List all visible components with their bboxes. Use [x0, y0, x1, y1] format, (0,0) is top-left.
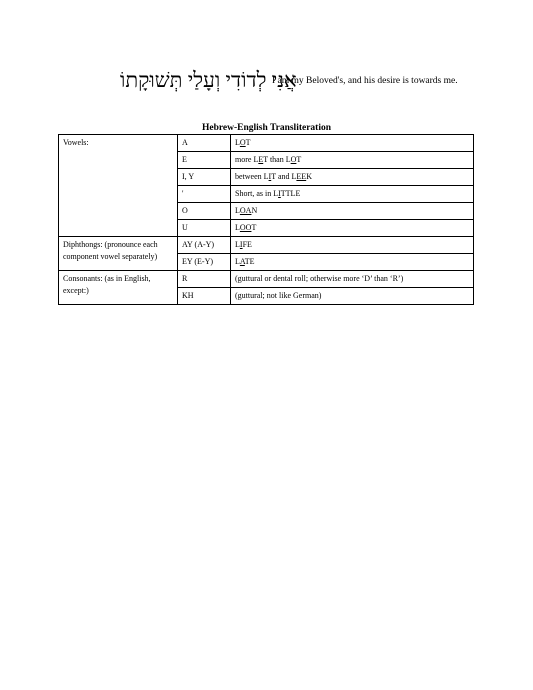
description-text: more L	[235, 155, 259, 164]
category-cell: Consonants: (as in English, except:)	[59, 271, 178, 305]
english-translation: I am my Beloved's, and his desire is towards me.	[272, 76, 458, 86]
table-title: Hebrew-English Transliteration	[201, 123, 332, 133]
description-text: FE	[242, 240, 252, 249]
underlined-sound: OA	[239, 206, 252, 215]
symbol-cell: U	[178, 220, 231, 237]
underlined-sound: I	[268, 172, 272, 181]
symbol-cell: R	[178, 271, 231, 288]
description-text: TE	[244, 257, 255, 266]
description-cell	[231, 169, 474, 186]
description-text: T	[245, 138, 251, 147]
underlined-sound: O	[290, 155, 297, 164]
symbol-cell: '	[178, 186, 231, 203]
description-cell	[231, 288, 474, 305]
table-body	[59, 135, 474, 305]
symbol-cell: KH	[178, 288, 231, 305]
symbol-cell: AY (A-Y)	[178, 237, 231, 254]
underlined-sound: O	[239, 138, 246, 147]
description-text: L	[235, 223, 240, 232]
description-text: T than L	[263, 155, 291, 164]
underlined-sound: EE	[296, 172, 307, 181]
description-text: (guttural; not like German)	[235, 291, 322, 300]
description-text: T	[296, 155, 302, 164]
description-text: T and L	[271, 172, 297, 181]
description-cell	[231, 220, 474, 237]
category-cell: Vowels:	[59, 135, 178, 237]
table-row	[59, 135, 474, 152]
symbol-cell: A	[178, 135, 231, 152]
description-text: (guttural or dental roll; otherwise more ‘D’ than ‘R’)	[235, 274, 404, 283]
description-cell	[231, 203, 474, 220]
description-cell	[231, 271, 474, 288]
symbol-cell: E	[178, 152, 231, 169]
description-text: N	[251, 206, 258, 215]
symbol-cell: EY (E-Y)	[178, 254, 231, 271]
underlined-sound: I	[239, 240, 243, 249]
description-cell	[231, 152, 474, 169]
description-text: Short, as in L	[235, 189, 279, 198]
table-row	[59, 237, 474, 254]
description-text: T	[251, 223, 257, 232]
description-text: K	[306, 172, 312, 181]
underlined-sound: OO	[239, 223, 252, 232]
description-text: TTLE	[280, 189, 301, 198]
description-cell	[231, 254, 474, 271]
description-text: L	[235, 138, 240, 147]
symbol-cell: O	[178, 203, 231, 220]
underlined-sound: I	[278, 189, 281, 198]
description-cell	[231, 135, 474, 152]
underlined-sound: A	[239, 257, 245, 266]
description-text: L	[235, 257, 240, 266]
description-cell	[231, 186, 474, 203]
underlined-sound: E	[258, 155, 264, 164]
description-text: between L	[235, 172, 269, 181]
category-cell: Diphthongs: (pronounce each component vowel separately)	[59, 237, 178, 271]
header	[0, 66, 533, 102]
symbol-cell: I, Y	[178, 169, 231, 186]
hebrew-verse: אֲנִי לְדוֹדִי וְעָלַי תְּשׁוּקָתוֹ	[120, 68, 297, 92]
description-text: L	[235, 240, 240, 249]
table-row	[59, 271, 474, 288]
description-text: L	[235, 206, 240, 215]
transliteration-table	[58, 134, 474, 305]
description-cell	[231, 237, 474, 254]
